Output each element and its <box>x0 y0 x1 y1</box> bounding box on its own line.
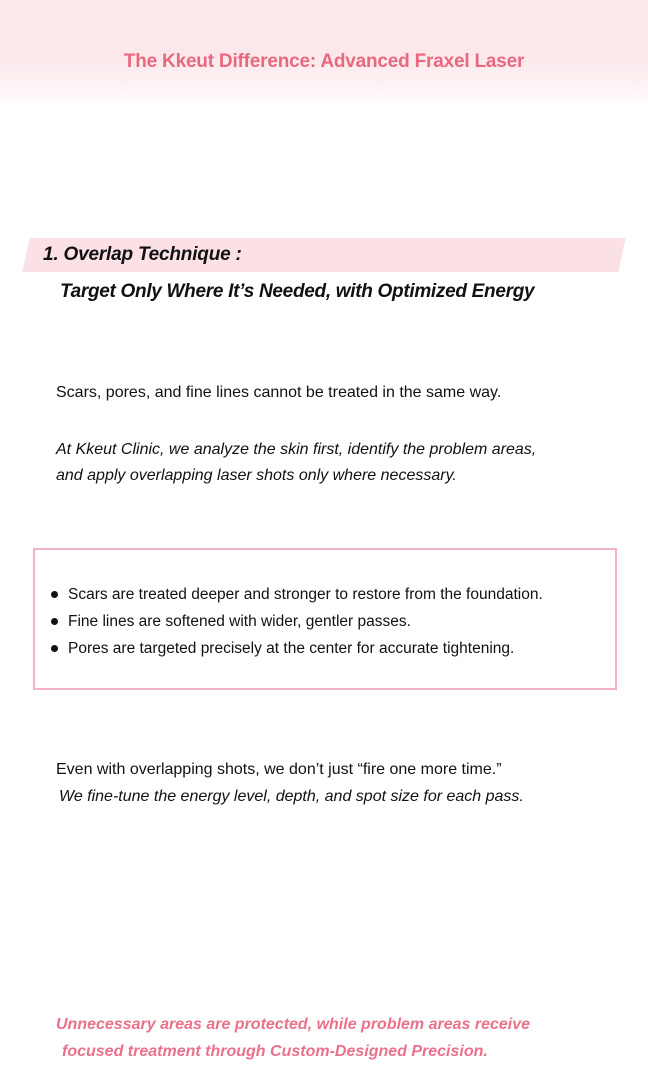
paragraph-analyze-line-1: At Kkeut Clinic, we analyze the skin first, identify the problem areas, <box>56 441 537 458</box>
paragraph-intro: Scars, pores, and fine lines cannot be treated in the same way. <box>56 384 502 401</box>
list-item <box>51 635 605 662</box>
bullet-icon <box>51 618 58 625</box>
paragraph-closing <box>56 757 524 810</box>
page-title: The Kkeut Difference: Advanced Fraxel Laser <box>123 51 525 72</box>
list-item <box>51 581 605 608</box>
footer-note-line-1: Unnecessary areas are protected, while problem areas receive <box>56 1016 531 1033</box>
treatment-points-list <box>35 550 615 662</box>
list-item-text: Scars are treated deeper and stronger to restore from the foundation. <box>68 586 543 603</box>
paragraph-analyze-line-2: and apply overlapping laser shots only where necessary. <box>56 467 457 484</box>
bullet-icon <box>51 645 58 652</box>
list-item-text: Pores are targeted precisely at the center for accurate tightening. <box>68 640 515 657</box>
list-item-text: Fine lines are softened with wider, gentler passes. <box>68 613 411 630</box>
paragraph-closing-line-2: We fine-tune the energy level, depth, and spot size for each pass. <box>59 787 524 805</box>
paragraph-analyze <box>56 437 536 489</box>
section-heading-bar <box>26 238 622 272</box>
list-item <box>51 608 605 635</box>
bullet-icon <box>51 591 58 598</box>
treatment-points-box <box>33 548 617 690</box>
section-subtitle: Target Only Where It’s Needed, with Optimized Energy <box>60 281 535 302</box>
footer-note-line-2: focused treatment through Custom-Designed Precision. <box>62 1042 488 1060</box>
paragraph-closing-line-1: Even with overlapping shots, we don’t just “fire one more time.” <box>56 761 502 778</box>
footer-highlight-note <box>56 1012 530 1065</box>
section-heading: 1. Overlap Technique : <box>43 244 242 265</box>
